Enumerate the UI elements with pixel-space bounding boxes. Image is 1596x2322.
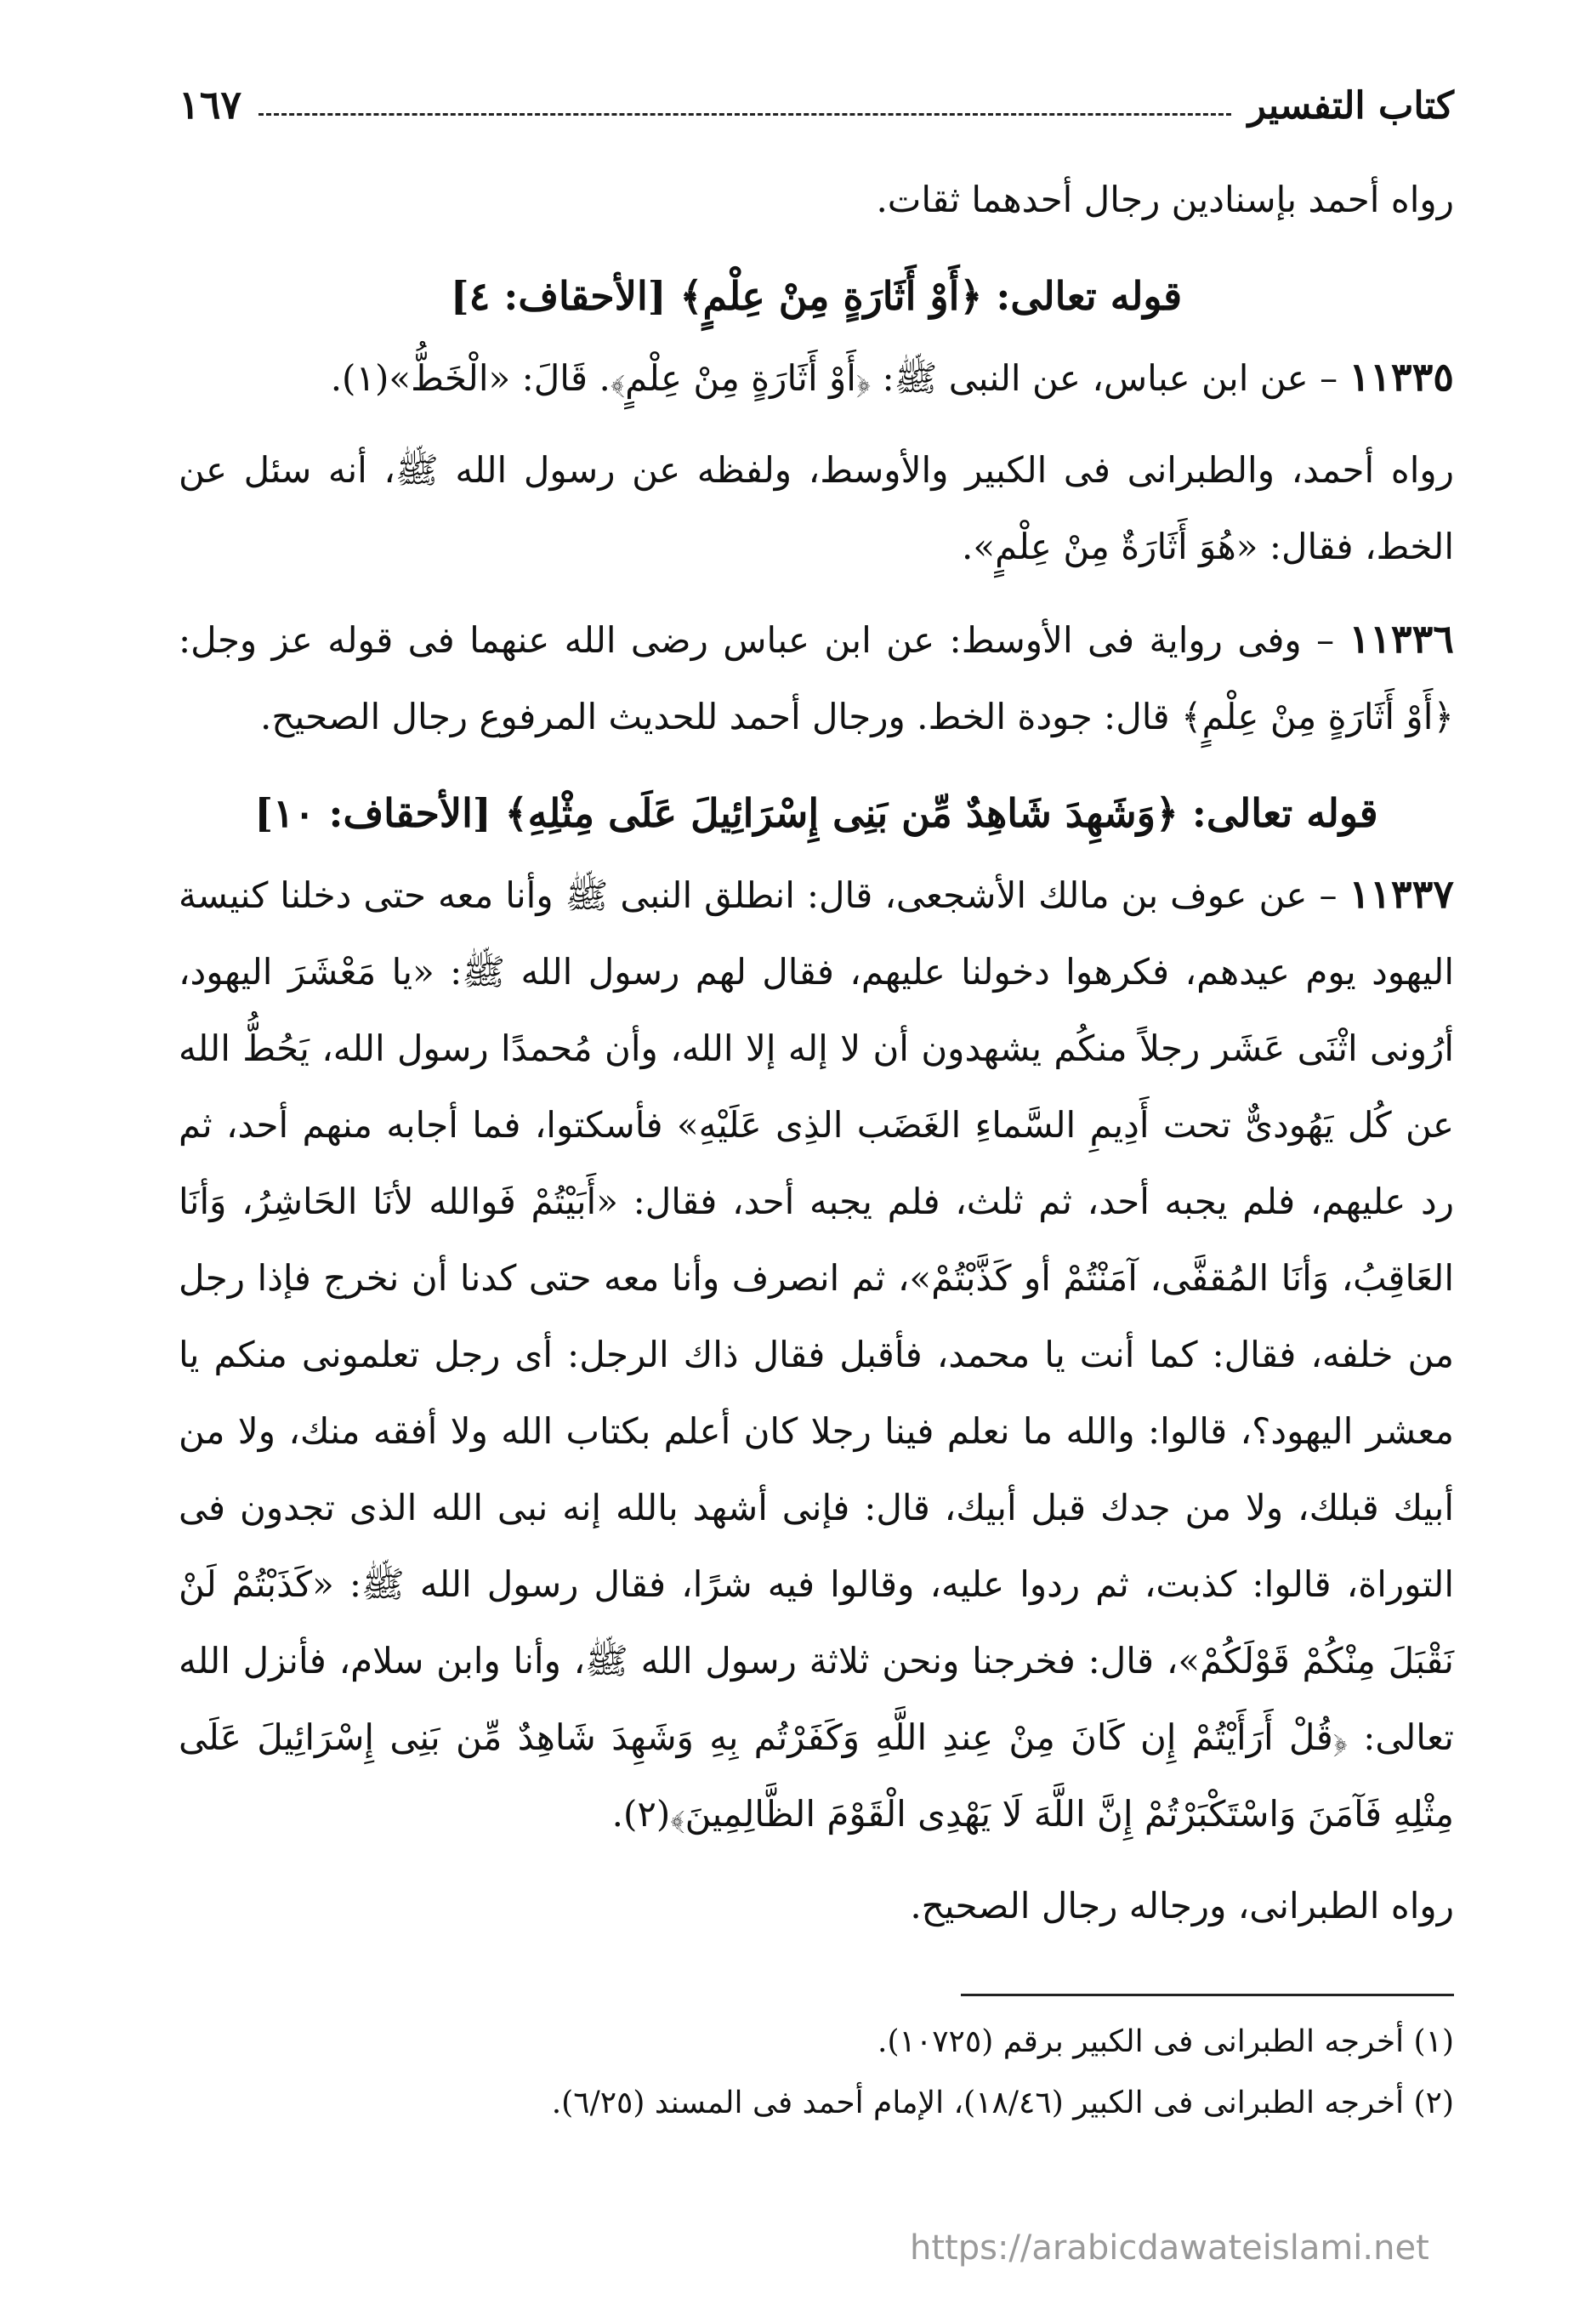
hadith-number: ١١٣٣٦	[1349, 616, 1454, 662]
paragraph: رواه أحمد بإسنادين رجال أحدهما ثقات.	[876, 179, 1454, 220]
page-header	[179, 68, 1454, 128]
hadith-dash: –	[1307, 874, 1349, 916]
page-number: ١٦٧	[179, 82, 242, 128]
footnotes	[179, 2012, 1454, 2134]
hadith-paragraph	[179, 600, 1454, 755]
hadith-paragraph	[179, 856, 1454, 1852]
book-page	[179, 68, 1454, 2134]
section-heading: قوله تعالى: ﴿أَوْ أَثَارَةٍ مِنْ عِلْمٍ﴾ [الأحقاف: ٤]	[450, 273, 1183, 319]
hadith-number: ١١٣٣٧	[1349, 871, 1455, 917]
watermark-url: https://arabicdawateislami.net	[910, 2228, 1429, 2268]
hadith-dash: –	[1308, 357, 1349, 399]
hadith-dash: –	[1301, 619, 1349, 661]
section-heading: قوله تعالى: ﴿وَشَهِدَ شَاهِدٌ مِّن بَنِى إِسْرَائِيلَ عَلَى مِثْلِهِ﴾ [الأحقاف: ١٠]	[254, 790, 1378, 836]
hadith-paragraph	[179, 339, 1454, 417]
page-body	[179, 162, 1454, 1960]
header-dashed-rule	[258, 113, 1231, 116]
footnote: (١) أخرجه الطبرانى فى الكبير برقم (١٠٧٢٥).	[878, 2024, 1454, 2059]
footnote-separator	[961, 1994, 1454, 1996]
hadith-number: ١١٣٣٥	[1349, 354, 1454, 400]
hadith-text: عن ابن عباس، عن النبى ﷺ: ﴿أَوْ أَثَارَةٍ مِنْ عِلْمٍ﴾. قَالَ: «الْخَطُّ»(١).	[330, 357, 1309, 399]
footnote: (٢) أخرجه الطبرانى فى الكبير (١٨/٤٦)، الإمام أحمد فى المسند (٦/٢٥).	[551, 2086, 1454, 2120]
paragraph: رواه أحمد، والطبرانى فى الكبير والأوسط، ولفظه عن رسول الله ﷺ، أنه سئل عن الخط، فقال: «هُوَ أَثَارَةٌ مِنْ عِلْمٍ».	[179, 449, 1454, 567]
book-title: كتاب التفسير	[1247, 84, 1454, 128]
hadith-text: وفى رواية فى الأوسط: عن ابن عباس رضى الله عنهما فى قوله عز وجل: ﴿أَوْ أَثَارَةٍ مِنْ عِلْمٍ﴾ قال: جودة الخط. ورجال أحمد للحديث المرفوع رجال الصحيح.	[179, 619, 1454, 737]
paragraph: رواه الطبرانى، ورجاله رجال الصحيح.	[910, 1885, 1454, 1926]
hadith-text: عن عوف بن مالك الأشجعى، قال: انطلق النبى ﷺ وأنا معه حتى دخلنا كنيسة اليهود يوم عيدهم، فكرهوا دخولنا عليهم، فقال لهم رسول الله ﷺ: «يا مَعْشَرَ اليهود، أرُونى اثْنَى عَشَر رجلاً منكُم يشهدون أن لا إله إلا الله، وأن مُحمدًا رسول الله، يَحُطُّ الله عن كُل يَهُودىٌّ تحت أَدِيمِ السَّماءِ الغَضَب الذِى عَلَيْهِ» فأسكتوا، فما أجابه منهم أحد، ثم رد عليهم، فلم يجبه أحد، ثم ثلث، فلم يجبه أحد، فقال: «أَبَيْتُمْ فَوالله لأنَا الحَاشِرُ، وَأنَا العَاقِبُ، وَأنَا المُقفَّى، آمَنْتُمْ أو كَذَّبْتُمْ»، ثم انصرف وأنا معه حتى كدنا أن نخرج فإذا رجل من خلفه، فقال: كما أنت يا محمد، فأقبل فقال ذاك الرجل: أى رجل تعلمونى منكم يا معشر اليهود؟، قالوا: والله ما نعلم فينا رجلا كان أعلم بكتاب الله ولا أفقه منك، ولا من أبيك قبلك، ولا من جدك قبل أبيك، قال: فإنى أشهد بالله إنه نبى الله الذى تجدون فى التوراة، قالوا: كذبت، ثم ردوا عليه، وقالوا فيه شرًا، فقال رسول الله ﷺ: «كَذَبْتُمْ لَنْ نَقْبَلَ مِنْكُمْ قَوْلَكُمْ»، قال: فخرجنا ونحن ثلاثة رسول الله ﷺ، وأنا وابن سلام، فأنزل الله تعالى: ﴿قُلْ أَرَأَيْتُمْ إِن كَانَ مِنْ عِندِ اللَّهِ وَكَفَرْتُم بِهِ وَشَهِدَ شَاهِدٌ مِّن بَنِى إِسْرَائِيلَ عَلَى مِثْلِهِ فَآمَنَ وَاسْتَكْبَرْتُمْ إِنَّ اللَّهَ لَا يَهْدِى الْقَوْمَ الظَّالِمِينَ﴾(٢).	[179, 874, 1454, 1835]
